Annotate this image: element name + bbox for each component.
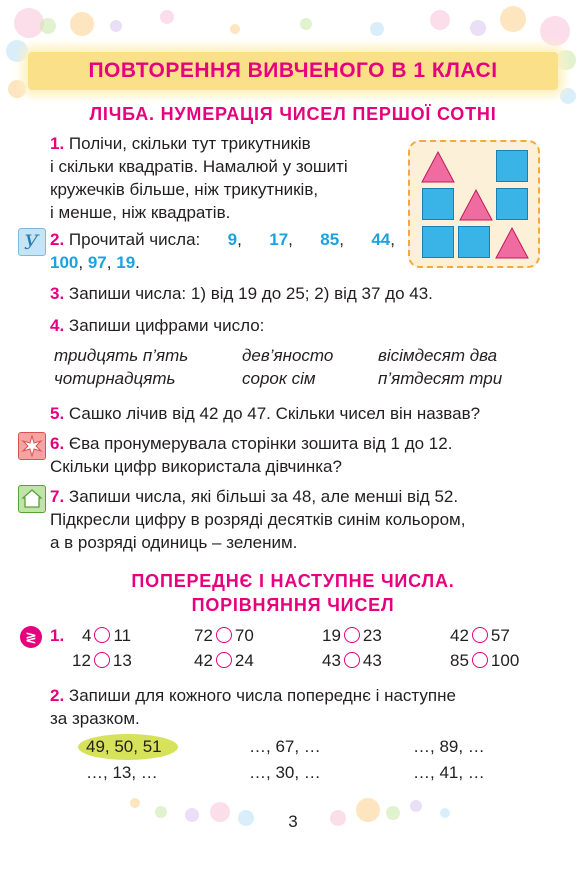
task-4-number: 4. <box>50 316 65 335</box>
compare-left: 43 <box>322 651 341 670</box>
task-7-line1: Запиши числа, які більші за 48, але менші від 52. <box>68 487 459 506</box>
compare-left: 12 <box>72 651 91 670</box>
square-shape <box>422 188 454 220</box>
task-1 <box>50 132 395 224</box>
number-word: п’ятдесят три <box>378 369 503 388</box>
compare-left: 72 <box>194 626 213 645</box>
number-19: 19 <box>116 253 136 272</box>
compare-pair <box>194 626 254 646</box>
task-s2-2-line2: за зразком. <box>50 709 140 728</box>
compare-left: 42 <box>194 651 213 670</box>
number-word: чотирнадцять <box>54 369 176 388</box>
task-s2-2-number: 2. <box>50 686 65 705</box>
task-7-line3: а в розряді одиниць – зеленим. <box>50 533 298 552</box>
sequence-example: 49, 50, 51 <box>86 737 162 756</box>
task-3 <box>50 282 433 305</box>
task-7-number: 7. <box>50 487 65 506</box>
compare-circle[interactable] <box>472 627 488 643</box>
task-1-line4: і менше, ніж квадратів. <box>50 203 231 222</box>
compare-circle[interactable] <box>94 627 110 643</box>
compare-right: 24 <box>234 651 254 670</box>
page-number: 3 <box>288 812 298 831</box>
sequence-item: …, 89, … <box>413 737 485 756</box>
number-97: 97 <box>87 253 107 272</box>
section2-heading-line1: ПОПЕРЕДНЄ І НАСТУПНЕ ЧИСЛА. <box>131 571 455 591</box>
comma: , <box>288 230 293 249</box>
sequence-item: …, 30, … <box>249 763 321 782</box>
compare-right: 43 <box>362 651 382 670</box>
compare-left: 4 <box>82 626 92 645</box>
compare-pair <box>450 626 510 646</box>
sequence-item: …, 41, … <box>413 763 485 782</box>
compare-circle[interactable] <box>216 652 232 668</box>
compare-left: 85 <box>450 651 469 670</box>
compare-right: 11 <box>113 626 132 645</box>
compare-pair <box>72 651 132 671</box>
task-1-line1: Полічи, скільки тут трикутників <box>68 134 311 153</box>
title-banner <box>28 52 558 90</box>
number-100: 100 <box>50 253 79 272</box>
square-shape <box>422 226 454 258</box>
task-5-text: Сашко лічив від 42 до 47. Скільки чисел він назвав? <box>68 404 481 423</box>
task-6-line1: Єва пронумерувала сторінки зошита від 1 до 12. <box>68 434 453 453</box>
sequence-item: …, 67, … <box>249 737 321 756</box>
comma: , <box>390 230 395 249</box>
task-s2-1-number: 1. <box>50 626 65 645</box>
number-17: 17 <box>269 230 289 249</box>
number-word: дев’яносто <box>242 346 334 365</box>
compare-icon: ≷ <box>20 626 42 648</box>
square-shape <box>458 226 490 258</box>
task-2-number: 2. <box>50 230 65 249</box>
compare-pair <box>82 626 131 646</box>
task-1-number: 1. <box>50 134 65 153</box>
house-icon <box>18 485 46 513</box>
task-3-number: 3. <box>50 284 65 303</box>
compare-pair <box>322 626 382 646</box>
number-word: сорок сім <box>242 369 316 388</box>
task-4-text: Запиши цифрами число: <box>68 316 265 335</box>
section1-heading: ЛІЧБА. НУМЕРАЦІЯ ЧИСЕЛ ПЕРШОЇ СОТНІ <box>89 104 497 124</box>
triangle-shape <box>420 150 456 184</box>
compare-circle[interactable] <box>472 652 488 668</box>
compare-circle[interactable] <box>344 652 360 668</box>
task-4 <box>50 314 264 337</box>
triangle-shape <box>494 226 530 260</box>
compare-left: 19 <box>322 626 341 645</box>
task-6 <box>50 432 540 478</box>
number-word: вісімдесят два <box>378 346 498 365</box>
task-3-text: Запиши числа: 1) від 19 до 25; 2) від 37 до 43. <box>68 284 433 303</box>
compare-circle[interactable] <box>216 627 232 643</box>
compare-pair <box>194 651 254 671</box>
task-5 <box>50 402 480 425</box>
shapes-figure <box>408 140 540 268</box>
period: . <box>135 253 140 272</box>
comma: , <box>339 230 344 249</box>
compare-right: 70 <box>234 626 254 645</box>
u-letter-icon: У <box>18 228 46 256</box>
task-7 <box>50 485 540 554</box>
task-6-number: 6. <box>50 434 65 453</box>
task-1-line3: кружечків більше, ніж трикутників, <box>50 180 319 199</box>
number-85: 85 <box>320 230 340 249</box>
comma: , <box>78 253 84 272</box>
compare-right: 13 <box>112 651 132 670</box>
square-shape <box>496 188 528 220</box>
compare-right: 100 <box>490 651 520 670</box>
task-s2-2 <box>50 684 540 730</box>
number-word: тридцять п’ять <box>54 346 189 365</box>
task-5-number: 5. <box>50 404 65 423</box>
compare-right: 57 <box>490 626 510 645</box>
compare-circle[interactable] <box>94 652 110 668</box>
number-9: 9 <box>227 230 238 249</box>
task-2 <box>50 228 395 274</box>
task-s2-2-line1: Запиши для кожного числа попереднє і наступне <box>68 686 456 705</box>
page-title: ПОВТОРЕННЯ ВИВЧЕНОГО В 1 КЛАСІ <box>88 59 498 82</box>
task-6-line2: Скільки цифр використала дівчинка? <box>50 457 342 476</box>
compare-pair <box>450 651 519 671</box>
star-burst-icon <box>18 432 46 460</box>
sequence-item: …, 13, … <box>86 763 158 782</box>
number-44: 44 <box>371 230 391 249</box>
section2-heading-line2: ПОРІВНЯННЯ ЧИСЕЛ <box>191 595 395 615</box>
task-7-line2: Підкресли цифру в розряді десятків синім кольором, <box>50 510 466 529</box>
comma: , <box>106 253 112 272</box>
compare-pair <box>322 651 382 671</box>
square-shape <box>496 150 528 182</box>
task-2-text: Прочитай числа: <box>68 230 201 249</box>
triangle-shape <box>458 188 494 222</box>
compare-circle[interactable] <box>344 627 360 643</box>
task-1-line2: і скільки квадратів. Намалюй у зошиті <box>50 157 348 176</box>
compare-left: 42 <box>450 626 469 645</box>
compare-right: 23 <box>362 626 382 645</box>
comma: , <box>237 230 242 249</box>
